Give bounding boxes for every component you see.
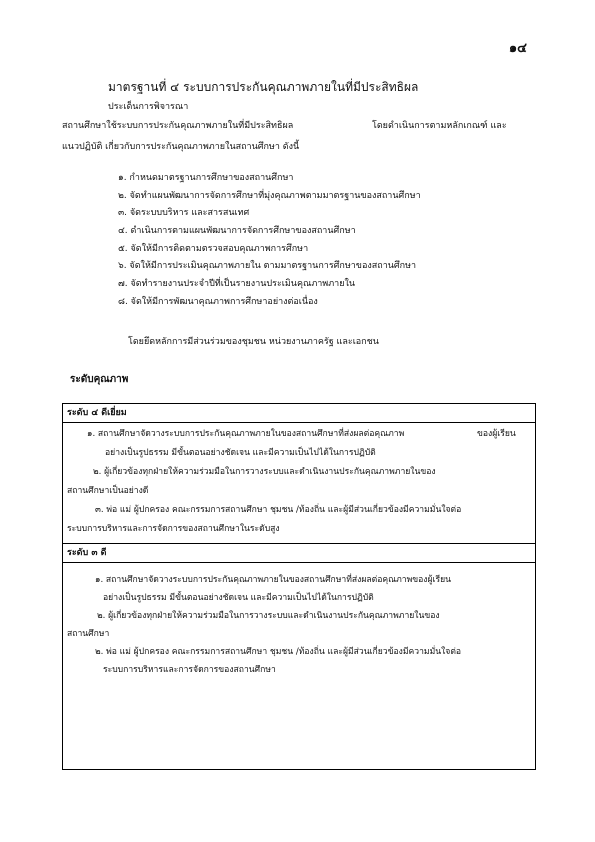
participation-principle: โดยยึดหลักการมีส่วนร่วมของชุมชน หน่วยงานภาครัฐ และเอกชน xyxy=(128,337,379,347)
level-excellent-line: ระบบการบริหารและการจัดการของสถานศึกษาในระดับสูง xyxy=(67,524,280,534)
page-number: ๑๔ xyxy=(508,41,527,56)
criteria-item: ๔. ดำเนินการตามแผนพัฒนาการจัดการศึกษาของสถานศึกษา xyxy=(118,226,356,237)
intro-line-1a: สถานศึกษาใช้ระบบการประกันคุณภาพภายในที่มีประสิทธิผล xyxy=(62,121,294,131)
level-excellent-box xyxy=(62,403,536,544)
criteria-item: ๘. จัดให้มีการพัฒนาคุณภาพการศึกษาอย่างต่อเนื่อง xyxy=(118,296,318,307)
level-good-box xyxy=(62,543,536,770)
intro-line-2: แนวปฏิบัติ เกี่ยวกับการประกันคุณภาพภายในสถานศึกษา ดังนี้ xyxy=(62,142,300,152)
criteria-list xyxy=(118,170,421,312)
standard-title: มาตรฐานที่ ๔ ระบบการประกันคุณภาพภายในที่มีประสิทธิผล xyxy=(108,80,419,94)
quality-levels-heading: ระดับคุณภาพ xyxy=(70,374,129,385)
level-good-line: ระบบการบริหารและการจัดการของสถานศึกษา xyxy=(103,665,276,675)
level-excellent-header: ระดับ ๔ ดีเยี่ยม xyxy=(63,404,535,423)
level-excellent-line: ๒. ผู้เกี่ยวข้องทุกฝ่ายให้ความร่วมมือในการวางระบบและดำเนินงานประกันคุณภาพภายในของ xyxy=(93,467,436,477)
level-good-line: อย่างเป็นรูปธรรม มีขั้นตอนอย่างชัดเจน และมีความเป็นไปได้ในการปฏิบัติ xyxy=(103,593,374,603)
level-excellent-line: สถานศึกษาเป็นอย่างดี xyxy=(67,486,149,496)
level-excellent-line: ของผู้เรียน xyxy=(477,429,516,439)
criteria-item: ๗. จัดทำรายงานประจำปีที่เป็นรายงานประเมินคุณภาพภายใน xyxy=(118,279,356,290)
intro-line-1b: โดยดำเนินการตามหลักเกณฑ์ และ xyxy=(372,121,507,131)
criteria-item: ๒. จัดทำแผนพัฒนาการจัดการศึกษาที่มุ่งคุณภาพตามมาตรฐานของสถานศึกษา xyxy=(118,190,421,201)
level-excellent-line: ๑. สถานศึกษาจัดวางระบบการประกันคุณภาพภายในของสถานศึกษาที่ส่งผลต่อคุณภาพ xyxy=(87,429,405,439)
criteria-item: ๓. จัดระบบบริหาร และสารสนเทศ xyxy=(118,208,250,219)
criteria-item: ๖. จัดให้มีการประเมินคุณภาพภายใน ตามมาตรฐานการศึกษาของสถานศึกษา xyxy=(118,261,417,272)
level-good-line: ๒. พ่อ แม่ ผู้ปกครอง คณะกรรมการสถานศึกษา ชุมชน /ท้องถิ่น และผู้มีส่วนเกี่ยวข้องมีความมั่นใจต่อ xyxy=(95,647,462,657)
level-good-line: ๑. สถานศึกษาจัดวางระบบการประกันคุณภาพภายในของสถานศึกษาที่ส่งผลต่อคุณภาพของผู้เรียน xyxy=(95,575,451,585)
issue-heading: ประเด็นการพิจารณา xyxy=(108,102,189,112)
level-excellent-line: อย่างเป็นรูปธรรม มีขั้นตอนอย่างชัดเจน และมีความเป็นไปได้ในการปฏิบัติ xyxy=(105,448,376,458)
level-good-header: ระดับ ๓ ดี xyxy=(63,544,535,563)
criteria-item: ๑. กำหนดมาตรฐานการศึกษาของสถานศึกษา xyxy=(118,173,294,183)
criteria-item: ๕. จัดให้มีการติดตามตรวจสอบคุณภาพการศึกษา xyxy=(118,243,309,254)
level-good-line: สถานศึกษา xyxy=(67,629,110,639)
level-excellent-line: ๓. พ่อ แม่ ผู้ปกครอง คณะกรรมการสถานศึกษา ชุมชน /ท้องถิ่น และผู้มีส่วนเกี่ยวข้องมีความมั่นใจต่อ xyxy=(95,505,462,515)
level-good-line: ๒. ผู้เกี่ยวข้องทุกฝ่ายให้ความร่วมมือในการวางระบบและดำเนินงานประกันคุณภาพภายในของ xyxy=(97,611,440,621)
